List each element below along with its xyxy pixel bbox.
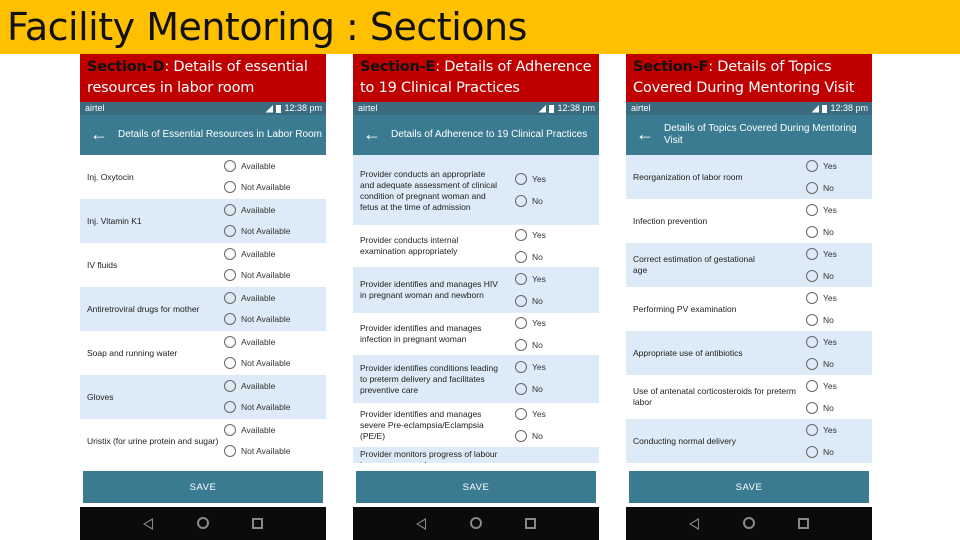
option-yes[interactable]: Yes	[806, 248, 837, 260]
nav-home-icon[interactable]	[197, 517, 209, 529]
section-prefix: Section-F	[633, 59, 709, 75]
option-available[interactable]: Available	[224, 204, 275, 216]
option-available[interactable]: Available	[224, 424, 275, 436]
nav-recent-apps-icon[interactable]	[252, 518, 263, 529]
radio-button[interactable]	[806, 182, 818, 194]
radio-button[interactable]	[224, 357, 236, 369]
option-no[interactable]: No	[806, 314, 834, 326]
radio-button[interactable]	[515, 430, 527, 442]
section-header	[353, 54, 599, 102]
battery-icon	[822, 105, 827, 113]
item-label: Inj. Oxytocin	[87, 171, 134, 182]
list-item	[80, 331, 326, 375]
item-label: Antiretroviral drugs for mother	[87, 303, 200, 314]
radio-button[interactable]	[806, 314, 818, 326]
list-item	[626, 287, 872, 331]
clock: 12:38 pm	[557, 103, 595, 113]
list-item	[353, 313, 599, 355]
back-arrow-icon[interactable]: ←	[636, 124, 654, 144]
phone-screen	[80, 102, 326, 540]
option-no[interactable]: No	[515, 295, 543, 307]
question-list	[80, 155, 326, 463]
option-yes[interactable]: Yes	[515, 408, 546, 420]
app-bar-title: Details of Topics Covered During Mentoring Visit	[664, 123, 857, 146]
app-bar	[626, 115, 872, 155]
list-item	[626, 243, 872, 287]
option-no[interactable]: No	[515, 339, 543, 351]
radio-button[interactable]	[224, 424, 236, 436]
slide-title: Facility Mentoring : Sections	[7, 5, 527, 49]
radio-button[interactable]	[806, 446, 818, 458]
radio-button[interactable]	[224, 292, 236, 304]
android-nav-bar	[353, 507, 599, 540]
option-not-available[interactable]: Not Available	[224, 313, 290, 325]
list-item	[626, 155, 872, 199]
list-item	[626, 419, 872, 463]
question-list	[353, 155, 599, 463]
option-no[interactable]: No	[515, 195, 543, 207]
save-area	[80, 463, 326, 507]
list-item	[80, 243, 326, 287]
option-available[interactable]: Available	[224, 292, 275, 304]
item-label: IV fluids	[87, 259, 118, 270]
carrier-label: airtel	[631, 103, 651, 113]
option-no[interactable]: No	[515, 251, 543, 263]
save-button[interactable]: SAVE	[356, 471, 596, 503]
nav-recent-apps-icon[interactable]	[798, 518, 809, 529]
panel-section-f	[626, 54, 872, 540]
item-label: Use of antenatal corticosteroids for preterm labor	[633, 386, 796, 407]
radio-button[interactable]	[224, 225, 236, 237]
option-available[interactable]: Available	[224, 248, 275, 260]
status-bar	[353, 102, 599, 115]
clock: 12:38 pm	[830, 103, 868, 113]
list-item	[353, 225, 599, 267]
radio-button[interactable]	[224, 313, 236, 325]
radio-button[interactable]	[224, 248, 236, 260]
radio-button[interactable]	[224, 401, 236, 413]
battery-icon	[276, 105, 281, 113]
option-not-available[interactable]: Not Available	[224, 269, 290, 281]
nav-back-icon[interactable]	[416, 518, 426, 530]
item-label: Soap and running water	[87, 347, 178, 358]
item-label: Provider identifies and manages severe Pre-eclampsia/Eclampsia (PE/E)	[360, 408, 484, 441]
option-yes[interactable]: Yes	[806, 424, 837, 436]
radio-button[interactable]	[515, 251, 527, 263]
option-yes[interactable]: Yes	[806, 292, 837, 304]
section-prefix: Section-D	[87, 59, 165, 75]
item-label: Performing PV examination	[633, 303, 737, 314]
radio-button[interactable]	[515, 273, 527, 285]
phone-screen	[626, 102, 872, 540]
radio-button[interactable]	[224, 380, 236, 392]
radio-button[interactable]	[515, 361, 527, 373]
option-available[interactable]: Available	[224, 380, 275, 392]
radio-button[interactable]	[806, 270, 818, 282]
option-no[interactable]: No	[806, 446, 834, 458]
carrier-label: airtel	[358, 103, 378, 113]
nav-recent-apps-icon[interactable]	[525, 518, 536, 529]
question-list	[626, 155, 872, 463]
list-item	[626, 375, 872, 419]
save-area	[353, 463, 599, 507]
option-not-available[interactable]: Not Available	[224, 445, 290, 457]
app-bar-title: Details of Essential Resources in Labor Room	[118, 129, 322, 140]
item-label: Correct estimation of gestational age	[633, 254, 755, 275]
option-no[interactable]: No	[515, 383, 543, 395]
radio-button[interactable]	[515, 408, 527, 420]
section-text: : Details of Adherence to 19 Clinical Practices	[360, 59, 592, 96]
radio-button[interactable]	[806, 424, 818, 436]
item-label: Provider monitors progress of labour	[360, 449, 498, 459]
option-yes[interactable]: Yes	[515, 229, 546, 241]
radio-button[interactable]	[224, 160, 236, 172]
nav-back-icon[interactable]	[689, 518, 699, 530]
option-available[interactable]: Available	[224, 160, 275, 172]
option-no[interactable]: No	[806, 402, 834, 414]
option-yes[interactable]: Yes	[515, 361, 546, 373]
radio-button[interactable]	[224, 445, 236, 457]
radio-button[interactable]	[515, 339, 527, 351]
radio-button[interactable]	[806, 226, 818, 238]
item-label: Infection prevention	[633, 215, 708, 226]
radio-button[interactable]	[515, 295, 527, 307]
back-arrow-icon[interactable]: ←	[90, 124, 108, 144]
radio-button[interactable]	[806, 160, 818, 172]
item-label: Gloves	[87, 391, 114, 402]
app-bar-title: Details of Adherence to 19 Clinical Practices	[391, 129, 588, 140]
radio-button[interactable]	[806, 248, 818, 260]
section-prefix: Section-E	[360, 59, 436, 75]
radio-button[interactable]	[224, 204, 236, 216]
list-item	[353, 355, 599, 403]
radio-button[interactable]	[806, 402, 818, 414]
option-not-available[interactable]: Not Available	[224, 357, 290, 369]
option-not-available[interactable]: Not Available	[224, 401, 290, 413]
radio-button[interactable]	[515, 195, 527, 207]
radio-button[interactable]	[806, 380, 818, 392]
radio-button[interactable]	[515, 229, 527, 241]
option-no[interactable]: No	[806, 270, 834, 282]
item-label: Conducting normal delivery	[633, 435, 736, 446]
radio-button[interactable]	[515, 173, 527, 185]
section-header	[626, 54, 872, 102]
option-yes[interactable]: Yes	[515, 273, 546, 285]
signal-icon	[265, 105, 273, 113]
item-label: Provider conducts internal examination appropriately	[360, 235, 459, 256]
radio-button[interactable]	[515, 317, 527, 329]
list-item	[80, 199, 326, 243]
item-label: Reorganization of labor room	[633, 171, 743, 182]
option-not-available[interactable]: Not Available	[224, 225, 290, 237]
option-not-available[interactable]: Not Available	[224, 181, 290, 193]
list-item	[80, 419, 326, 463]
item-label: Appropriate use of antibiotics	[633, 347, 743, 358]
option-yes[interactable]: Yes	[806, 336, 837, 348]
list-item	[626, 331, 872, 375]
section-header	[80, 54, 326, 102]
item-label: Provider identifies conditions leading to preterm delivery and facilitates preventive care	[360, 362, 498, 395]
option-no[interactable]: No	[515, 430, 543, 442]
radio-button[interactable]	[806, 358, 818, 370]
option-yes[interactable]: Yes	[806, 204, 837, 216]
option-available[interactable]: Available	[224, 336, 275, 348]
radio-button[interactable]	[224, 269, 236, 281]
android-nav-bar	[626, 507, 872, 540]
option-no[interactable]: No	[806, 226, 834, 238]
list-item	[80, 375, 326, 419]
list-item	[353, 403, 599, 447]
radio-button[interactable]	[806, 292, 818, 304]
option-no[interactable]: No	[806, 358, 834, 370]
nav-back-icon[interactable]	[143, 518, 153, 530]
list-item	[353, 155, 599, 225]
save-button[interactable]: SAVE	[629, 471, 869, 503]
slide-title-bar	[0, 0, 960, 54]
panel-section-d	[80, 54, 326, 540]
option-no[interactable]: No	[806, 182, 834, 194]
app-bar	[353, 115, 599, 155]
save-button[interactable]: SAVE	[83, 471, 323, 503]
section-text: : Details of essential resources in labor room	[87, 59, 308, 96]
item-label: Provider conducts an appropriate and adequate assessment of clinical condition of pregnant woman and fetus at the time of admission	[360, 169, 498, 212]
radio-button[interactable]	[806, 336, 818, 348]
option-yes[interactable]: Yes	[515, 173, 546, 185]
signal-icon	[811, 105, 819, 113]
section-text: : Details of Topics Covered During Mentoring Visit	[633, 59, 855, 96]
item-label: Inj. Vitamin K1	[87, 215, 142, 226]
nav-home-icon[interactable]	[470, 517, 482, 529]
signal-icon	[538, 105, 546, 113]
status-bar	[80, 102, 326, 115]
carrier-label: airtel	[85, 103, 105, 113]
app-bar	[80, 115, 326, 155]
option-yes[interactable]: Yes	[806, 380, 837, 392]
radio-button[interactable]	[224, 336, 236, 348]
item-label: Uristix (for urine protein and sugar)	[87, 435, 219, 446]
item-label: Provider identifies and manages HIV in pregnant woman and newborn	[360, 279, 498, 300]
radio-button[interactable]	[806, 204, 818, 216]
radio-button[interactable]	[515, 383, 527, 395]
clock: 12:38 pm	[284, 103, 322, 113]
save-area	[626, 463, 872, 507]
battery-icon	[549, 105, 554, 113]
back-arrow-icon[interactable]: ←	[363, 124, 381, 144]
list-item	[353, 267, 599, 313]
nav-home-icon[interactable]	[743, 517, 755, 529]
panel-section-e	[353, 54, 599, 540]
android-nav-bar	[80, 507, 326, 540]
option-yes[interactable]: Yes	[515, 317, 546, 329]
status-bar	[626, 102, 872, 115]
radio-button[interactable]	[224, 181, 236, 193]
list-item	[80, 287, 326, 331]
item-label: Provider identifies and manages infection in pregnant woman	[360, 323, 482, 344]
list-item	[626, 199, 872, 243]
option-yes[interactable]: Yes	[806, 160, 837, 172]
phone-screen	[353, 102, 599, 540]
list-item	[80, 155, 326, 199]
